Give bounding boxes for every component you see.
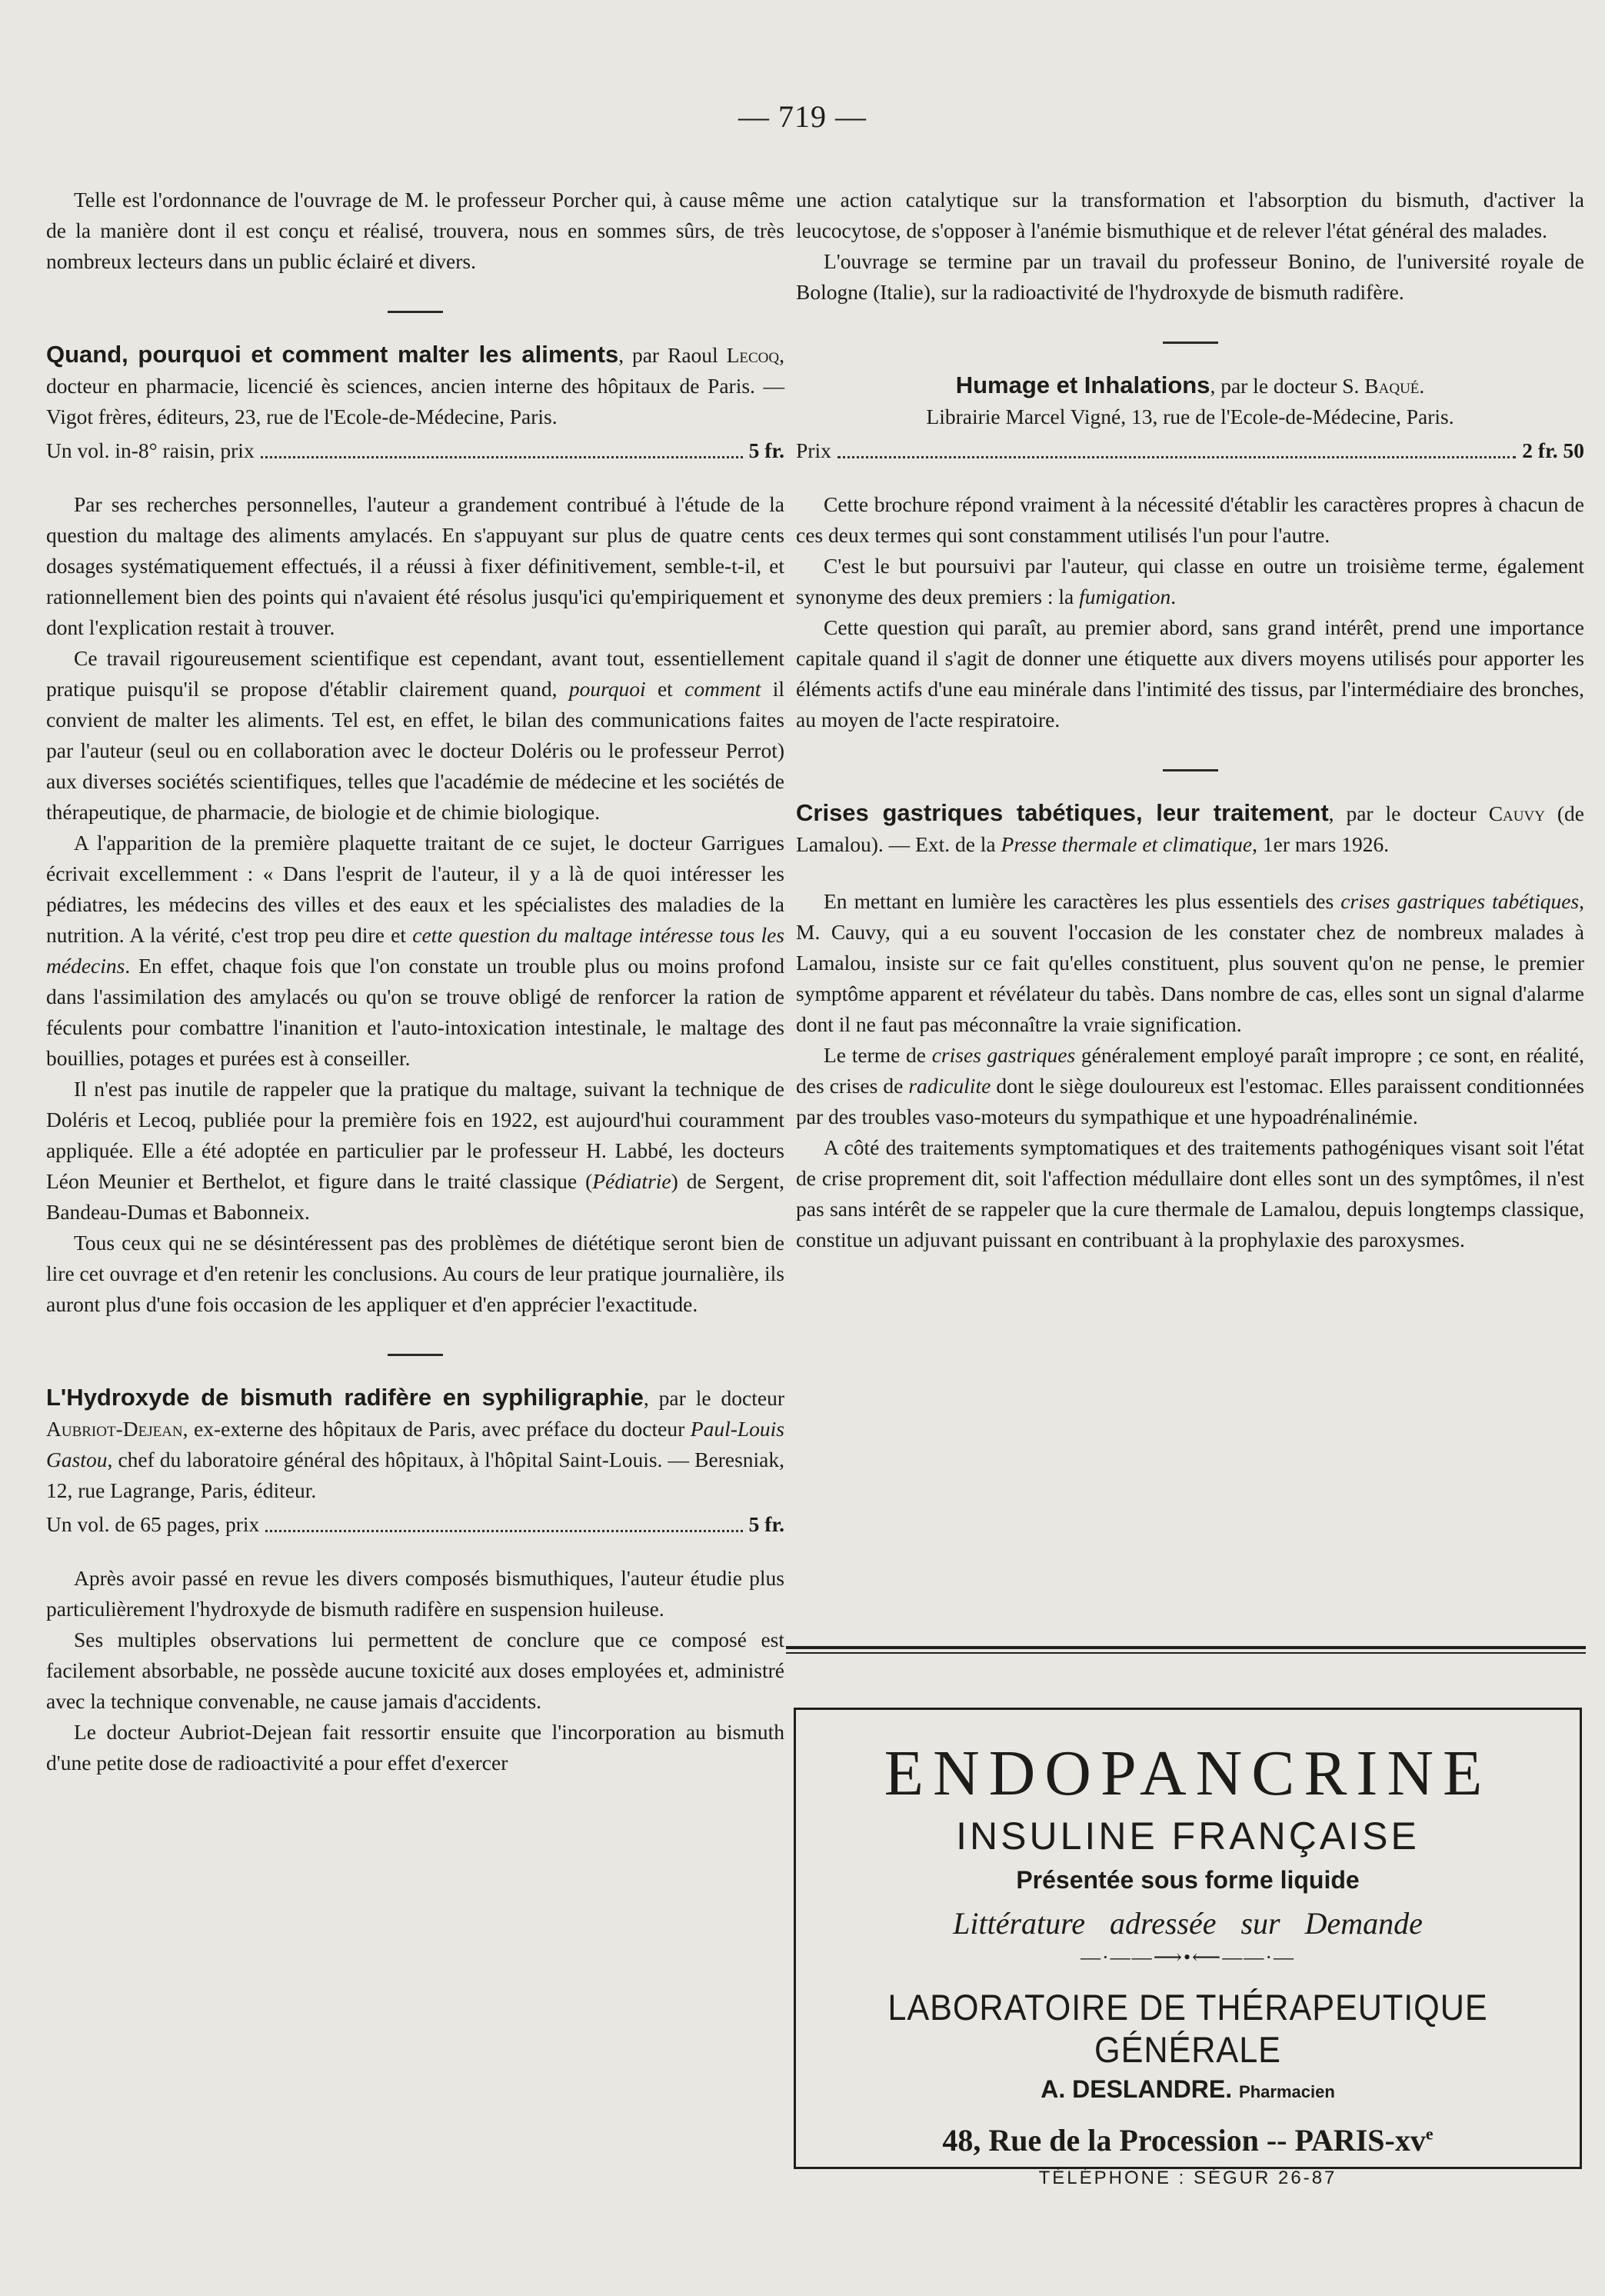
review-author: Lecoq (726, 343, 780, 367)
review-paragraph: Cette brochure répond vraiment à la nécessité d'établir les caractères propres à chacun de ces deux termes qui sont constamment utilisés l'un pour l'autre. (796, 492, 1584, 547)
review-paragraph: A l'apparition de la première plaquette traitant de ce sujet, le docteur Garrigues écrivait excellemment : « Dans l'esprit de l'auteur, il y a là de quoi intéresser les pédiatres, les médecins des villes et des eaux et les spécialistes des maladies de la nutrition. A la vérité, c'est trop peu dire et cette question du maltage intéresse tous les médecins. En effet, chaque fois que l'on constate un trouble plus ou moins profond dans l'assimilation des amylacés ou qu'on se trouve obligé de renforcer la ration de féculents pour combattre l'inanition et l'auto-intoxication intestinale, le maltage des bouillies, potages et purées est à conseiller. (46, 831, 784, 1070)
ornament-icon: —·——⟶•⟵——·— (1081, 1946, 1295, 1968)
review-publisher: Librairie Marcel Vigné, 13, rue de l'Ecole-de-Médecine, Paris. (926, 405, 1454, 428)
review-title: Quand, pourquoi et comment malter les aliments (46, 341, 619, 368)
section-rule (388, 1354, 443, 1356)
review-author: Cauvy (1488, 801, 1545, 825)
ad-literature-line: Littérature adressée sur Demande (953, 1906, 1423, 1941)
review-heading-maltage: Quand, pourquoi et comment malter les aliments, par Raoul Lecoq, docteur en pharmacie, licencié ès sciences, ancien interne des hôpitaux de Paris. — Vigot frères, éditeurs, 23, rue de l'Ecole-de-Médecine, Paris. (46, 341, 784, 428)
ad-telephone: TÉLÉPHONE : SÉGUR 26-87 (1038, 2168, 1337, 2188)
price-line: Prix 2 fr. 50 (796, 435, 1584, 466)
price-line: Un vol. in-8° raisin, prix 5 fr. (46, 435, 784, 466)
ad-brand: ENDOPANCRINE (884, 1738, 1492, 1809)
review-paragraph: A côté des traitements symptomatiques et des traitements pathogéniques visant soit l'état de crise proprement dit, soit l'affection médullaire dont elles sont un des symptômes, il n'est pas sans intérêt de se rappeler que la cure thermale de Lamalou, depuis longtemps classique, constitue un adjuvant puissant en contribuant à la prophylaxie des paroxysmes. (796, 1135, 1584, 1251)
review-author: Aubriot-Dejean (46, 1417, 183, 1441)
ad-laboratory: LABORATOIRE DE THÉRAPEUTIQUE GÉNÉRALE (887, 1987, 1488, 2070)
continued-paragraph: L'ouvrage se termine par un travail du professeur Bonino, de l'université royale de Bologne (Italie), sur la radioactivité de l'hydroxyde de bismuth radifère. (796, 249, 1584, 304)
ad-address: 48, Rue de la Procession -- PARIS-$xv^e$ (942, 2123, 1434, 2158)
review-paragraph: Après avoir passé en revue les divers composés bismuthiques, l'auteur étudie plus particulièrement l'hydroxyde de bismuth radifère en suspension huileuse. (46, 1566, 784, 1621)
review-paragraph: Le terme de crises gastriques généralement employé paraît impropre ; ce sont, en réalité, des crises de radiculite dont le siège douloureux est l'estomac. Elles paraissent conditionnées par des troubles vaso-moteurs du sympathique et une hypoadrénalinémie. (796, 1043, 1585, 1128)
review-title: Crises gastriques tabétiques, leur traitement (796, 799, 1329, 826)
right-column (796, 185, 1584, 1255)
endopancrine-advertisement (794, 1708, 1582, 2188)
continued-paragraph: une action catalytique sur la transformation et l'absorption du bismuth, d'activer la leucocytose, de s'opposer à l'anémie bismuthique et de relever l'état général des malades. (796, 188, 1584, 242)
ad-product-line: INSULINE FRANÇAISE (956, 1814, 1420, 1858)
page-number: — 719 — (738, 99, 867, 134)
price-value: 5 fr. (748, 438, 784, 462)
intro-paragraph: Telle est l'ordonnance de l'ouvrage de M. le professeur Porcher qui, à cause même de la manière dont il est conçu et réalisé, trouvera, nous en sommes sûrs, de très nombreux lecteurs dans un public éclairé et divers. (46, 188, 784, 273)
review-heading-crises: Crises gastriques tabétiques, leur traitement, par le docteur Cauvy (de Lamalou). — Ext. de la Presse thermale et climatique, 1er mars 1926. (796, 799, 1584, 856)
section-rule (1163, 769, 1218, 771)
review-heading-humage: Humage et Inhalations, par le docteur S. Baqué. (955, 372, 1425, 398)
section-rule (1163, 342, 1218, 344)
double-rule-divider (786, 1646, 1586, 1654)
review-paragraph: Par ses recherches personnelles, l'auteur a grandement contribué à l'étude de la question du maltage des aliments amylacés. En s'appuyant sur plus de quatre cents dosages systématiquement effectués, il a réussi à fixer définitivement, semble-t-il, et rationnellement bien des points qui n'avaient été résolus jusqu'ici qu'empiriquement et dont l'explication restait à trouver. (46, 492, 784, 639)
review-paragraph: Ses multiples observations lui permettent de conclure que ce composé est facilement absorbable, ne possède aucune toxicité aux doses employées et, administré avec la technique convenable, ne cause jamais d'accidents. (46, 1628, 784, 1713)
review-heading-bismuth: L'Hydroxyde de bismuth radifère en syphiligraphie, par le docteur Aubriot-Dejean, ex-externe des hôpitaux de Paris, avec préface du docteur Paul-Louis Gastou, chef du laboratoire général des hôpitaux, à l'hôpital Saint-Louis. — Beresniak, 12, rue Lagrange, Paris, éditeur. (46, 1384, 784, 1502)
review-paragraph: En mettant en lumière les caractères les plus essentiels des crises gastriques tabétiques, M. Cauvy, qui a eu souvent l'occasion de les constater chez de nombreux malades à Lamalou, insiste sur ce fait qu'elles constituent, plus souvent qu'on ne pense, le premier symptôme apparent et révélateur du tabès. Dans nombre de cas, elles sont un signal d'alarme dont il ne faut pas méconnaître la vraie signification. (796, 889, 1584, 1036)
review-title: L'Hydroxyde de bismuth radifère en syphiligraphie (46, 1384, 644, 1411)
ad-pharmacist: A. DESLANDRE. Pharmacien (1041, 2075, 1335, 2103)
review-paragraph: Il n'est pas inutile de rappeler que la pratique du maltage, suivant la technique de Doléris et Lecoq, publiée pour la première fois en 1922, est aujourd'hui couramment appliquée. Elle a été adoptée en particulier par le professeur H. Labbé, les docteurs Léon Meunier et Berthelot, et figure dans le traité classique (Pédiatrie) de Sergent, Bandeau-Dumas et Babonneix. (46, 1077, 784, 1224)
review-paragraph: Cette question qui paraît, au premier abord, sans grand intérêt, prend une importance capitale quand il s'agit de donner une étiquette aux divers moyens utilisés pour apporter les éléments actifs d'une eau minérale dans l'intimité des tissus, par l'intermédiaire des bronches, au moyen de l'acte respiratoire. (796, 615, 1584, 731)
price-line: Un vol. de 65 pages, prix 5 fr. (46, 1509, 784, 1540)
review-title: Humage et Inhalations (955, 372, 1210, 398)
price-value: 2 fr. 50 (1522, 438, 1584, 462)
ad-form-line: Présentée sous forme liquide (1016, 1866, 1360, 1894)
review-paragraph: Le docteur Aubriot-Dejean fait ressortir ensuite que l'incorporation au bismuth d'une petite dose de radioactivité a pour effet d'exercer (46, 1720, 784, 1774)
left-column (46, 185, 784, 1778)
review-paragraph: Tous ceux qui ne se désintéressent pas des problèmes de diététique seront bien de lire cet ouvrage et d'en retenir les conclusions. Au cours de leur pratique journalière, ils auront plus d'une fois occasion de les appliquer et d'en apprécier l'exactitude. (46, 1231, 784, 1316)
review-paragraph: Ce travail rigoureusement scientifique est cependant, avant tout, essentiellement pratique puisqu'il se propose d'établir clairement quand, pourquoi et comment il convient de malter les aliments. Tel est, en effet, le bilan des communications faites par l'auteur (seul ou en collaboration avec le docteur Doléris ou le professeur Perrot) aux diverses sociétés scientifiques, telles que l'académie de médecine et les sociétés de thérapeutique, de pharmacie, de biologie et de chimie biologique. (46, 646, 784, 824)
price-value: 5 fr. (748, 1512, 784, 1536)
review-paragraph: C'est le but poursuivi par l'auteur, qui classe en outre un troisième terme, également synonyme des deux premiers : la fumigation. (796, 554, 1584, 608)
review-author: Baqué (1364, 374, 1420, 398)
section-rule (388, 311, 443, 313)
